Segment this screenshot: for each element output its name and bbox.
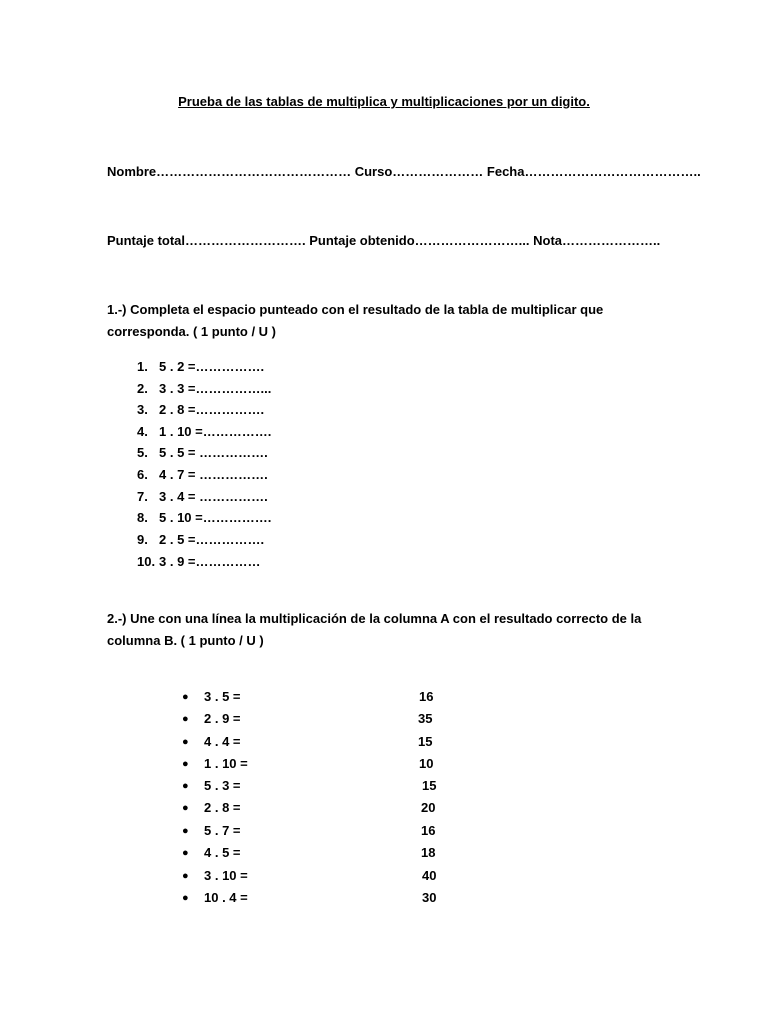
bullet-icon: ● [182,713,189,725]
document-page: Prueba de las tablas de multiplica y multiplicaciones por un digito. Nombre……………………………………… Curso………………… Fecha………………………………….. Puntaje total………………………. Puntaje obtenido……………………... Nota………………….. 1.-) Completa el espacio punteado con el resultado de la tabla de multiplicar que corresponda. ( 1 punto / U ) 1. 5 . 2 =……………. 2. 3 . 3 =……………... 3. 2 . 8 =……………. 4. 1 . 10 =……………. 5. 5 . 5 = ……………. 6. 4 . 7 = ……………. 7. 3 . 4 = ……………. 8. 5 . 10 =……………. 9. 2 . 5 =……………. 10. 3 . 9 =…………… 2.-) Une con una línea la multiplicación de la columna A con el resultado correcto de la columna B. ( 1 punto / U ) ● 3 . 5 = 16 ● 2 . 9 = 35 ● 4 . 4 = 15 ● 1 . 10 = 10 ● 5 . 3 = 15 ● 2 . 8 = 20 ● 5 . 7 = 16 ● 4 . 5 = 18 ● 3 . 10 = 40 ● 10 . 4 = 30 [0,0,768,1024]
bullet-icon: ● [182,892,189,904]
header-score-grade: Puntaje total………………………. Puntaje obtenido……………………... Nota………………….. [107,233,661,248]
bullet-icon: ● [182,691,189,703]
bullet-icon: ● [182,780,189,792]
section2-instruction-line2: columna B. ( 1 punto / U ) [107,633,264,648]
bullet-icon: ● [182,847,189,859]
bullet-icon: ● [182,758,189,770]
section1-instruction-line1: 1.-) Completa el espacio punteado con el resultado de la tabla de multiplicar que [107,302,604,317]
bullet-icon: ● [182,870,189,882]
section1-instruction-line2: corresponda. ( 1 punto / U ) [107,324,277,339]
page-title: Prueba de las tablas de multiplica y multiplicaciones por un digito. [178,94,590,109]
bullet-icon: ● [182,802,189,814]
bullet-icon: ● [182,825,189,837]
header-name-course-date: Nombre……………………………………… Curso………………… Fecha………………………………….. [107,164,701,179]
bullet-icon: ● [182,736,189,748]
section2-instruction-line1: 2.-) Une con una línea la multiplicación de la columna A con el resultado correcto de la [107,611,642,626]
